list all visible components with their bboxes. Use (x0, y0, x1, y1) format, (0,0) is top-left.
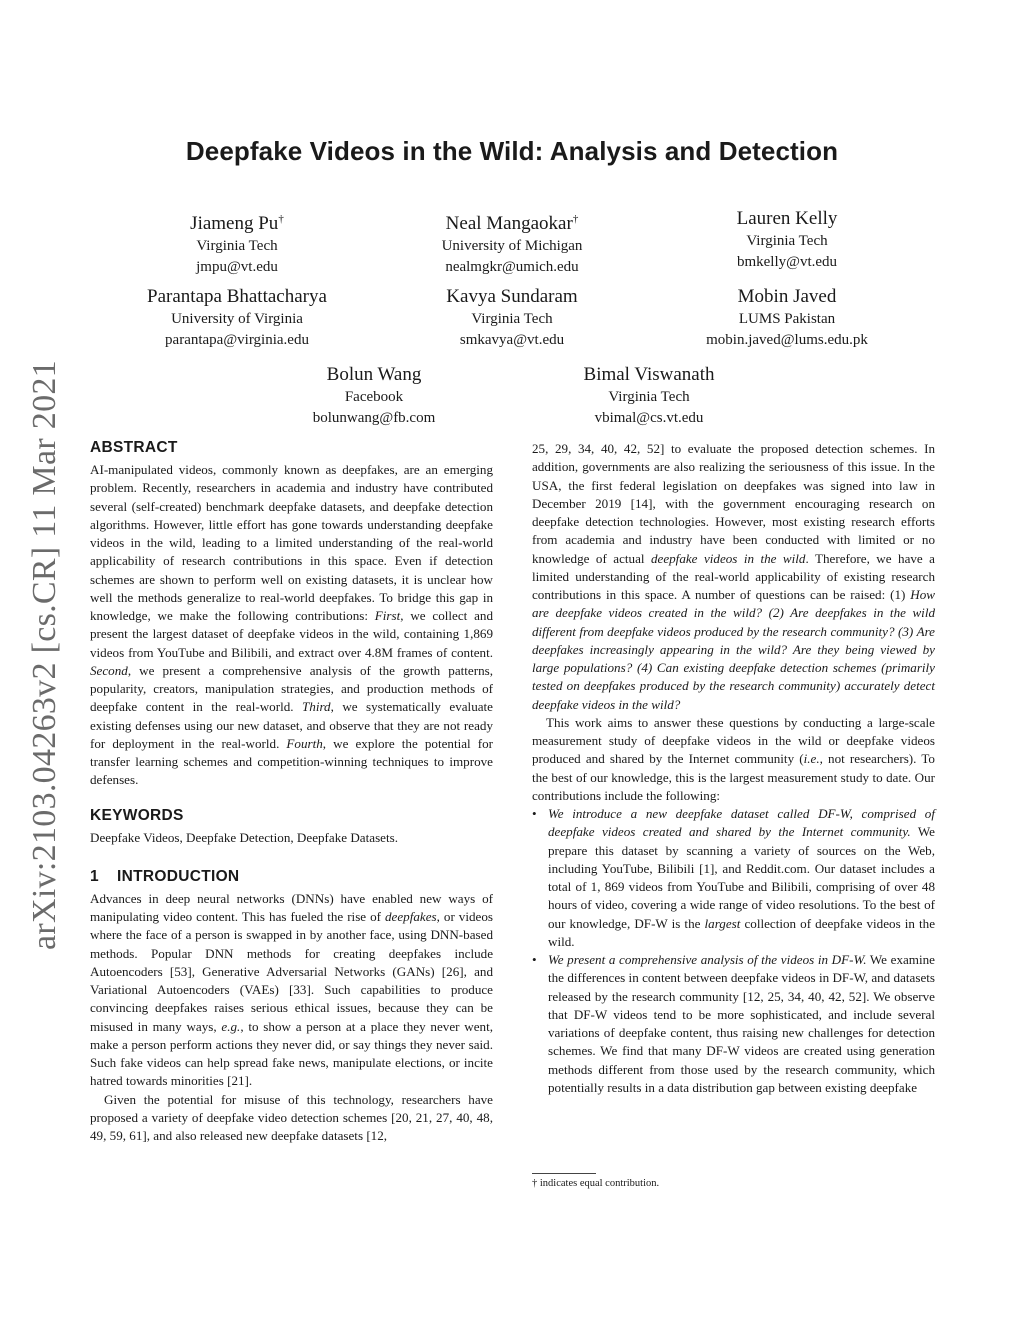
footnote-area (532, 1173, 935, 1190)
author-block (672, 285, 902, 350)
author-name: Lauren Kelly (736, 208, 838, 229)
author-affiliation: Virginia Tech (196, 238, 278, 254)
author-name: Parantapa Bhattacharya (147, 286, 327, 307)
author-affiliation: LUMS Pakistan (738, 311, 836, 327)
author-affiliation: University of Virginia (171, 311, 303, 327)
author-name: Bolun Wang (326, 364, 422, 385)
author-affiliation: Facebook (344, 389, 404, 405)
right-column (532, 440, 935, 1097)
author-email: vbimal@cs.vt.edu (594, 409, 704, 426)
author-email: mobin.javed@lums.edu.pk (706, 331, 868, 348)
author-block (112, 285, 362, 350)
arxiv-side-stamp: arXiv:2103.04263v2 [cs.CR] 11 Mar 2021 (26, 360, 63, 950)
author-block (412, 285, 612, 350)
author-email: jmpu@vt.edu (196, 258, 278, 275)
author-block (274, 363, 474, 428)
author-name: Kavya Sundaram (446, 286, 578, 307)
bullet-icon: • (532, 806, 537, 821)
footnote-divider (532, 1173, 596, 1174)
keywords-text: Deepfake Videos, Deepfake Detection, Deepfake Datasets. (90, 829, 398, 845)
author-name: Mobin Javed (737, 286, 837, 307)
author-name: Jiameng Pu† (190, 213, 284, 234)
author-block (549, 363, 749, 428)
author-affiliation: Virginia Tech (471, 311, 553, 327)
author-email: nealmgkr@umich.edu (445, 258, 579, 275)
author-affiliation: Virginia Tech (608, 389, 690, 405)
author-name: Neal Mangaokar† (445, 213, 579, 234)
contributions-list (532, 805, 935, 1097)
bullet-icon: • (532, 952, 537, 967)
author-block (137, 207, 337, 277)
list-item: • We present a comprehensive analysis of the videos in DF-W. We examine the differences in content between deepfake videos in DF-W, and datasets released by the research community [12, 25, 34, 40, 42, 52]. We observe that DF-W videos tend to be more sophisticated, and include several variations of deepfake content, thus raising new challenges for detection schemes. We find that many DF-W videos are created using generation methods different from those used by the research community, which potentially results in a data distribution gap between existing deepfake (532, 952, 935, 1095)
abstract-heading: ABSTRACT (90, 439, 178, 456)
left-column (90, 438, 493, 1145)
author-email: parantapa@virginia.edu (165, 331, 309, 348)
intro-paragraph: This work aims to answer these questions by conducting a large-scale measurement study of deepfake videos in the wild or deepfake videos produced and shared by the Internet community (i.e., not researchers). To the best of our knowledge, this is the largest measurement study to date. Our contributions include the following: (532, 714, 935, 803)
author-block (412, 207, 612, 277)
abstract-paragraph: AI-manipulated videos, commonly known as deepfakes, are an emerging problem. Recently, researchers in academia and industry have contributed several (self-created) benchmark deepfake datasets, and deepfake detection algorithms. However, little effort has gone towards understanding deepfake videos in the wild, leading to a limited understanding of the real-world applicability of research contributions in this space. Even if detection schemes are shown to perform well on existing datasets, it is unclear how well the methods generalize to real-world deepfakes. To bridge this gap in knowledge, we make the following contributions: First, we collect and present the largest dataset of deepfake videos in the wild, containing 1,869 videos from YouTube and Bilibili, and extract over 4.8M frames of content. Second, we present a comprehensive analysis of the growth patterns, popularity, creators, manipulation strategies, and production methods of deepfake content in the real-world. Third, we systematically evaluate existing defenses using our new dataset, and observe that they are not ready for deployment in the real-world. Fourth, we explore the potential for transfer learning schemes and competition-winning techniques to improve defenses. (90, 462, 494, 788)
author-block (687, 207, 887, 272)
keywords-heading: KEYWORDS (90, 806, 184, 824)
intro-paragraph: Advances in deep neural networks (DNNs) have enabled new ways of manipulating video content. This has fueled the rise of deepfakes, or videos where the face of a person is swapped in by another face, using DNN-based methods. Popular DNN methods for creating deepfakes include Autoencoders [53], Generative Adversarial Networks (GANs) [26], and Variational Autoencoders (VAEs) [33]. Such capabilities to produce convincing deepfakes raises serious ethical issues, because they can be misused in many ways, e.g., to show a person at a place they never went, make a person perform actions they never did, or say things they never said. Such fake videos can help spread fake news, manipulate elections, or incite hatred towards minorities [21]. (90, 890, 493, 1089)
footnote-text: † indicates equal contribution. (532, 1178, 660, 1189)
intro-paragraph: Given the potential for misuse of this technology, researchers have proposed a variety of deepfake video detection schemes [20, 21, 27, 40, 48, 49, 59, 61], and also released new deepfake datasets [12, (90, 1091, 493, 1143)
author-email: bmkelly@vt.edu (736, 253, 838, 270)
list-item: • We introduce a new deepfake dataset called DF-W, comprised of deepfake videos created and shared by the Internet community. We prepare this dataset by scanning a variety of sources on the Web, including YouTube, Bilibili [1], and Reddit.com. Our dataset includes a total of 1, 869 videos from YouTube and Bilibili, comprising of over 48 hours of video, covering a wide range of video resolutions. To the best of our knowledge, DF-W is the largest collection of deepfake videos in the wild. (532, 806, 936, 949)
author-email: bolunwang@fb.com (312, 409, 436, 426)
author-affiliation: University of Michigan (441, 238, 583, 254)
introduction-heading: 1 INTRODUCTION (90, 867, 240, 885)
author-name: Bimal Viswanath (583, 364, 715, 385)
author-affiliation: Virginia Tech (746, 233, 828, 249)
intro-paragraph: 25, 29, 34, 40, 42, 52] to evaluate the proposed detection schemes. In addition, governments are also realizing the seriousness of this issue. In the USA, the first federal legislation on deepfakes was signed into law in December 2019 [14], with the government encouraging research on deepfake detection technologies. However, most existing research efforts from academia and industry have been conducted with limited or no knowledge of actual deepfake videos in the wild. Therefore, we have a limited understanding of the real-world applicability of existing research contributions in this space. A number of questions can be raised: (1) How are deepfake videos created in the wild? (2) Are deepfakes in the wild different from deepfake videos produced by the research community? (3) Are deepfakes increasingly appearing in the wild? Are they being viewed by large populations? (4) Can existing deepfake detection schemes (primarily tested on deepfakes produced by the research community) accurately detect deepfake videos in the wild? (532, 441, 935, 712)
author-email: smkavya@vt.edu (459, 331, 565, 348)
paper-title: Deepfake Videos in the Wild: Analysis and Detection (185, 136, 839, 166)
